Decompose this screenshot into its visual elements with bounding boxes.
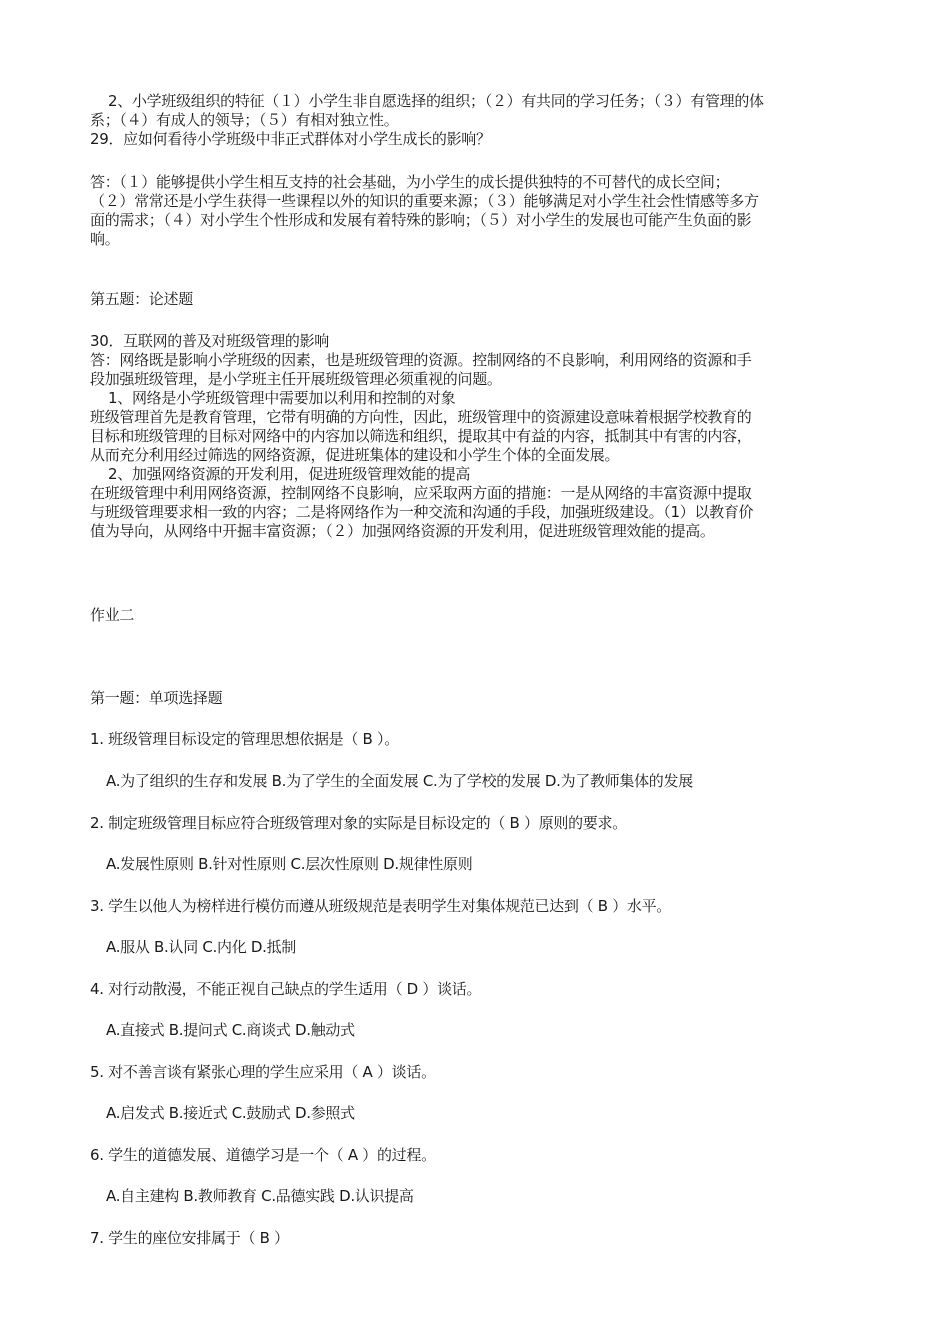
text-line: 与班级管理要求相一致的内容；二是将网络作为一种交流和沟通的手段，加强班级建设。（1）以教育价 <box>90 503 754 521</box>
text-line: 值为导向，从网络中开掘丰富资源；（２）加强网络资源的开发利用，促进班级管理效能的提高。 <box>90 522 715 540</box>
question-1-options: A.为了组织的生存和发展 B.为了学生的全面发展 C.为了学校的发展 D.为了教师集体的发展 <box>106 772 693 790</box>
text-line: 从而充分利用经过筛选的网络资源，促进班集体的建设和小学生个体的全面发展。 <box>90 446 620 464</box>
question-1: 1. 班级管理目标设定的管理思想依据是（ B ）。 <box>90 730 399 748</box>
text-line: 答：网络既是影响小学班级的因素，也是班级管理的资源。控制网络的不良影响，利用网络的资源和手 <box>90 351 752 369</box>
question-4-options: A.直接式 B.提问式 C.商谈式 D.触动式 <box>106 1021 355 1039</box>
section-heading: 第五题：论述题 <box>90 290 193 308</box>
question-heading: 30．互联网的普及对班级管理的影响 <box>90 332 329 350</box>
text-line: 答：（１）能够提供小学生相互支持的社会基础，为小学生的成长提供独特的不可替代的成长空间； <box>90 173 730 191</box>
question-4: 4. 对行动散漫，不能正视自己缺点的学生适用（ D ）谈话。 <box>90 980 482 998</box>
text-line: 2、加强网络资源的开发利用，促进班级管理效能的提高 <box>108 465 471 483</box>
text-line: 段加强班级管理，是小学班主任开展班级管理必须重视的问题。 <box>90 370 502 388</box>
question-3-options: A.服从 B.认同 C.内化 D.抵制 <box>106 938 296 956</box>
question-5: 5. 对不善言谈有紧张心理的学生应采用（ A ）谈话。 <box>90 1063 436 1081</box>
text-line: 2、小学班级组织的特征（１）小学生非自愿选择的组织；（２）有共同的学习任务；（３）有管理的体 <box>108 92 764 110</box>
question-heading: 29．应如何看待小学班级中非正式群体对小学生成长的影响？ <box>90 130 491 148</box>
question-6: 6. 学生的道德发展、道德学习是一个（ A ）的过程。 <box>90 1146 436 1164</box>
text-line: 系；（４）有成人的领导；（５）有相对独立性。 <box>90 111 399 129</box>
section-heading: 第一题：单项选择题 <box>90 689 223 707</box>
question-3: 3. 学生以他人为榜样进行模仿而遵从班级规范是表明学生对集体规范已达到（ B ）水平。 <box>90 897 672 915</box>
text-line: 响。 <box>90 230 120 248</box>
question-5-options: A.启发式 B.接近式 C.鼓励式 D.参照式 <box>106 1104 355 1122</box>
text-line: 班级管理首先是教育管理，它带有明确的方向性，因此，班级管理中的资源建设意味着根据学校教育的 <box>90 408 752 426</box>
question-7: 7. 学生的座位安排属于（ B ） <box>90 1229 289 1247</box>
text-line: 1、网络是小学班级管理中需要加以利用和控制的对象 <box>108 389 456 407</box>
assignment-heading: 作业二 <box>90 606 135 624</box>
question-2-options: A.发展性原则 B.针对性原则 C.层次性原则 D.规律性原则 <box>106 855 473 873</box>
question-2: 2. 制定班级管理目标应符合班级管理对象的实际是目标设定的（ B ）原则的要求。 <box>90 814 627 832</box>
text-line: 面的需求；（４）对小学生个性形成和发展有着特殊的影响；（５）对小学生的发展也可能产生负面的影 <box>90 211 752 229</box>
text-line: 在班级管理中利用网络资源，控制网络不良影响，应采取两方面的措施：一是从网络的丰富资源中提取 <box>90 484 752 502</box>
text-line: （２）常常还是小学生获得一些课程以外的知识的重要来源；（３）能够满足对小学生社会性情感等多方 <box>90 192 759 210</box>
text-line: 目标和班级管理的目标对网络中的内容加以筛选和组织，提取其中有益的内容，抵制其中有害的内容， <box>90 427 752 445</box>
question-6-options: A.自主建构 B.教师教育 C.品德实践 D.认识提高 <box>106 1187 414 1205</box>
